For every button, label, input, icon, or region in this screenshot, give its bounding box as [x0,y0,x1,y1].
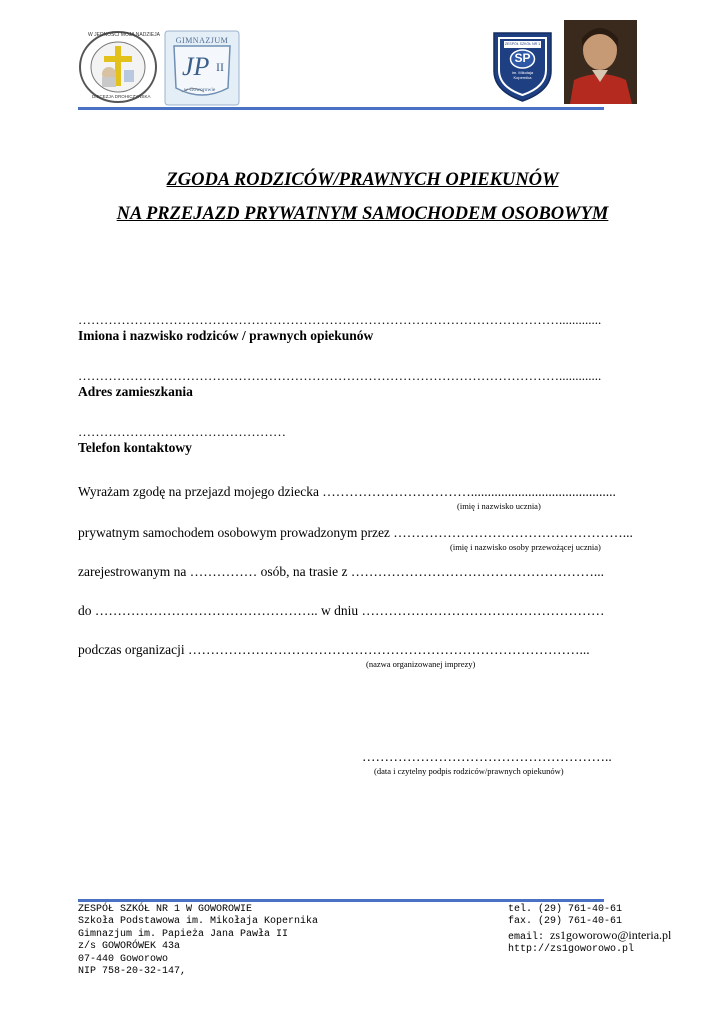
footer-tel: tel. (29) 761-40-61 [508,904,623,915]
child-name-hint: (imię i nazwisko ucznia) [457,501,541,511]
footer-street: z/s GOWORÓWEK 43a [78,941,181,953]
event-line[interactable]: podczas organizacji ……………………………………………………………………………... [78,642,590,657]
sp-shield-logo [490,27,555,103]
signature-hint: (data i czytelny podpis rodziców/prawnych opiekunów) [374,766,564,776]
parish-logo-bottom-text: DIECEZJA DROHICZYŃSKA [92,94,151,99]
gimnazjum-logo [164,30,240,106]
destination-date-line[interactable]: do ………………………………………….. w dniu ……………………………………………… [78,603,605,618]
sp-logo-name: im. Mikołaja Kopernika [511,70,534,80]
event-name-hint: (nazwa organizowanej imprezy) [366,659,476,669]
driver-line[interactable]: prywatnym samochodem osobowym prowadzonym przez ……………………………………………... [78,525,633,540]
footer-gimnazjum: Gimnazjum im. Papieża Jana Pawła II [78,928,289,940]
sp-logo-top-text: ZESPÓŁ SZKÓŁ NR 1 [504,42,541,46]
copernicus-portrait [564,20,637,104]
footer-email-label: email: [508,931,551,943]
sp-logo-letters: SP [514,51,531,65]
address-field[interactable]: …………………………………………………………………………………………………............. [78,368,602,383]
gimnazjum-logo-monogram: JP [182,52,210,81]
parish-logo [78,30,158,104]
footer-primary-school: Szkoła Podstawowa im. Mikołaja Kopernika [78,916,319,928]
footer-postal: 07-440 Goworowo [78,953,169,965]
gimnazjum-logo-title: GIMNAZJUM [175,36,229,45]
footer-email[interactable] [508,929,671,944]
header-divider [78,107,604,110]
phone-label: Telefon kontaktowy [78,440,192,455]
footer-contact [508,904,671,957]
gimnazjum-logo-roman: II [216,60,224,74]
footer-email-value[interactable]: zs1goworowo@interia.pl [550,927,672,942]
signature-field[interactable]: ……………………………………………….. [362,749,612,764]
footer-divider [78,899,604,902]
parish-logo-motto: W JEDNOŚCI MOJA NADZIEJA [88,32,160,38]
parents-name-label: Imiona i nazwisko rodziców / prawnych opiekunów [78,328,374,343]
consent-child-line[interactable]: Wyrażam zgodę na przejazd mojego dziecka ……………………………........................................... [78,484,616,499]
footer-school-name: ZESPÓŁ SZKÓŁ NR 1 W GOWOROWIE [78,904,253,915]
parents-name-field[interactable]: …………………………………………………………………………………………………............. [78,312,602,327]
footer-fax: fax. (29) 761-40-61 [508,916,623,928]
footer-nip: NIP 758-20-32-147, [78,966,187,978]
phone-field[interactable]: ………………………………………… [78,424,286,439]
document-title-line1: ZGODA RODZICÓW/PRAWNYCH OPIEKUNÓW [166,170,559,190]
footer-website[interactable]: http://zs1goworowo.pl [508,944,635,956]
footer-address [78,904,318,978]
address-label: Adres zamieszkania [78,384,193,399]
registered-route-line[interactable]: zarejestrowanym na …………… osób, na trasie z ………………………………………………... [78,564,605,579]
driver-name-hint: (imię i nazwisko osoby przewożącej ucznia) [450,542,601,552]
document-title-line2: NA PRZEJAZD PRYWATNYM SAMOCHODEM OSOBOWYM [116,204,609,224]
gimnazjum-logo-town: w Goworowie [184,87,216,93]
